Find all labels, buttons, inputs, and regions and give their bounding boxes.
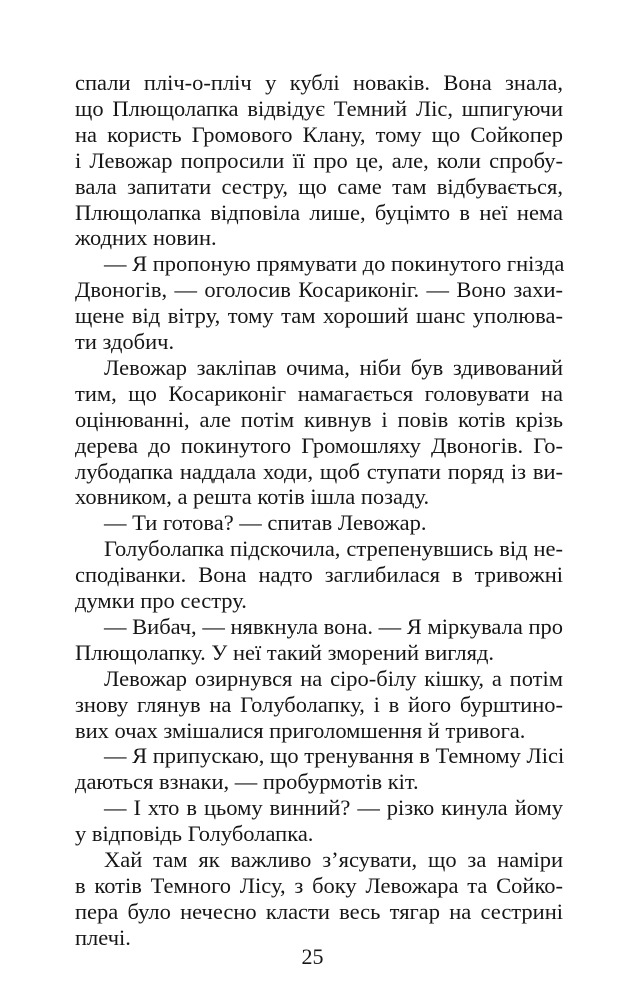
text-line: — І хто в цьому винний? — різко кинула йому <box>104 795 563 821</box>
text-line: — Ти готова? — спитав Левожар. <box>104 510 427 536</box>
page-number: 25 <box>301 944 324 969</box>
text-line: Левожар озирнувся на сіро-білу кішку, а потім <box>104 665 563 691</box>
text-line: Хай там як важливо з’ясувати, що за наміри <box>104 847 563 872</box>
text-line: — Я припускаю, що тренування в Темному Лісі <box>104 743 565 769</box>
text-line: Голуболапка підскочила, стрепенувшись від не- <box>104 536 563 562</box>
text-line: оцінюванні, але потім кивнув і повів котів крізь <box>75 406 563 432</box>
text-line: плечі. <box>75 924 131 950</box>
text-line: тим, що Косариконіг намагається головувати на <box>75 380 563 406</box>
text-line: лубодапка наддала ходи, щоб ступати поряд із ви- <box>75 458 563 484</box>
text-line: і Левожар попросили її про це, але, коли спробу- <box>75 147 563 173</box>
text-line: в котів Темного Лісу, з боку Левожара та Сойко- <box>75 872 563 898</box>
text-line: Плющолапка відповіла лише, буцімто в неї нема <box>75 199 563 225</box>
text-line: — Вибач, — нявкнула вона. — Я міркувала про <box>104 613 563 639</box>
text-line: Плющолапку. У неї такий зморений вигляд. <box>75 639 495 665</box>
text-line: ти здобич. <box>75 329 175 354</box>
text-line: що Плющолапка відвідує Темний Ліс, шпигуючи <box>75 95 563 121</box>
text-line: жодних новин. <box>75 225 217 251</box>
text-line: спали пліч-о-пліч у кублі новаків. Вона знала, <box>75 70 563 95</box>
text-line: ховником, а решта котів ішла позаду. <box>75 484 430 510</box>
text-line: дерева до покинутого Громошляху Двоногів. Го- <box>75 432 563 458</box>
text-line: знову глянув на Голуболапку, і в його бурштино- <box>75 691 563 717</box>
text-line: — Я пропоную прямувати до покинутого гнізда <box>104 251 565 277</box>
text-line: вала запитати сестру, що саме там відбувається, <box>75 173 563 199</box>
text-line: на користь Громового Клану, тому що Сойкопер <box>75 121 563 147</box>
text-line: сподіванки. Вона надто заглибилася в тривожні <box>75 562 563 588</box>
text-line: даються взнаки, — пробурмотів кіт. <box>75 769 419 795</box>
text-line: думки про сестру. <box>75 588 247 613</box>
text-line: вих очах змішалися приголомшення й тривога. <box>75 717 526 743</box>
text-line: пера було нечесно класти весь тягар на сестрині <box>75 898 563 924</box>
text-line: щене від вітру, тому там хороший шанс уполюва- <box>75 303 563 329</box>
text-line: Двоногів, — оголосив Косариконіг. — Воно захи- <box>75 277 563 303</box>
text-line: Левожар закліпав очима, ніби був здивований <box>104 354 563 380</box>
text-line: у відповідь Голуболапка. <box>75 821 314 847</box>
